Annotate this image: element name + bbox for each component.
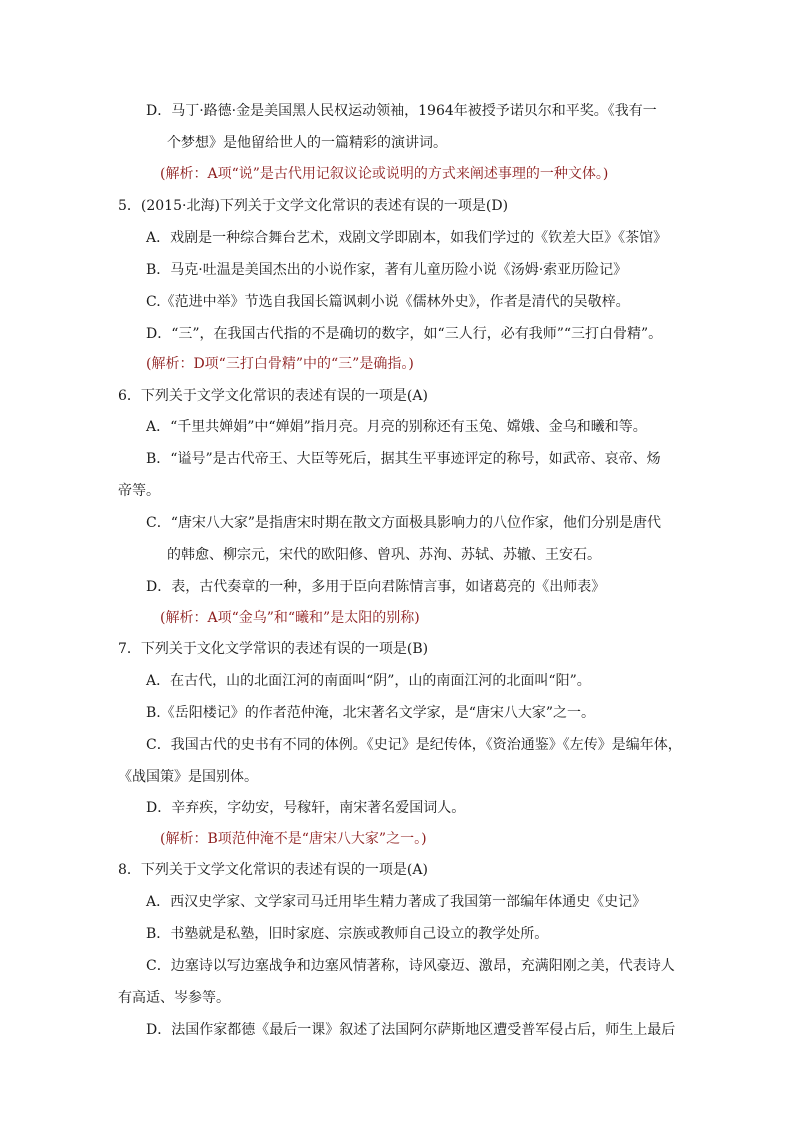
explanation-line: (解析：A项“说”是古代用记叙议论或说明的方式来阐述事理的一种文体。) bbox=[146, 166, 609, 182]
option-c: C．我国古代的史书有不同的体例。《史记》是纪传体，《资治通鉴》《左传》是编年体， bbox=[146, 737, 682, 753]
option-a: A．在古代，山的北面江河的南面叫“阴”，山的南面江河的北面叫“阳”。 bbox=[146, 673, 591, 689]
option-b: B．书塾就是私塾，旧时家庭、宗族或教师自己设立的教学处所。 bbox=[146, 926, 549, 942]
explanation-line: (解析：B项范仲淹不是“唐宋八大家”之一。) bbox=[146, 831, 427, 847]
option-d: D．“三”，在我国古代指的不是确切的数字，如“三人行，必有我师”“三打白骨精”。 bbox=[146, 326, 663, 342]
option-c: C.《范进中举》节选自我国长篇讽刺小说《儒林外史》，作者是清代的吴敬梓。 bbox=[146, 294, 630, 310]
option-b: B．马克·吐温是美国杰出的小说作家，著有儿童历险小说《汤姆·索亚历险记》 bbox=[146, 262, 628, 278]
option-b: B.《岳阳楼记》的作者范仲淹，北宋著名文学家，是“唐宋八大家”之一。 bbox=[146, 705, 596, 721]
text-line: D．马丁·路德·金是美国黑人民权运动领袖，1964年被授予诺贝尔和平奖。《我有一 bbox=[146, 103, 657, 119]
text-line: 有高适、岑参等。 bbox=[118, 990, 230, 1006]
explanation-line: (解析：D项“三打白骨精”中的“三”是确指。) bbox=[146, 356, 414, 372]
question-8-stem: 8．下列关于文学文化常识的表述有误的一项是(A) bbox=[118, 862, 428, 878]
option-d: D．法国作家都德《最后一课》叙述了法国阿尔萨斯地区遭受普军侵占后，师生上最后 bbox=[146, 1022, 676, 1038]
question-6-stem: 6．下列关于文学文化常识的表述有误的一项是(A) bbox=[118, 388, 428, 404]
option-a: A．戏剧是一种综合舞台艺术，戏剧文学即剧本，如我们学过的《钦差大臣》《茶馆》 bbox=[146, 230, 668, 246]
question-5-stem: 5．(2015·北海)下列关于文学文化常识的表述有误的一项是(D) bbox=[118, 198, 509, 214]
text-line: 帝等。 bbox=[118, 483, 160, 499]
option-a: A．“千里共婵娟”中“婵娟”指月亮。月亮的别称还有玉兔、嫦娥、金乌和曦和等。 bbox=[146, 419, 647, 435]
option-c: C．“唐宋八大家”是指唐宋时期在散文方面极具影响力的八位作家，他们分别是唐代 bbox=[146, 515, 662, 531]
option-d: D．表，古代奏章的一种，多用于臣向君陈情言事，如诸葛亮的《出师表》 bbox=[146, 579, 606, 595]
option-a: A．西汉史学家、文学家司马迁用毕生精力著成了我国第一部编年体通史《史记》 bbox=[146, 894, 647, 910]
text-line: 个梦想》是他留给世人的一篇精彩的演讲词。 bbox=[167, 135, 447, 151]
option-c: C．边塞诗以写边塞战争和边塞风情著称，诗风豪迈、激昂，充满阳刚之美，代表诗人 bbox=[146, 958, 675, 974]
text-line: 《战国策》是国别体。 bbox=[118, 769, 258, 785]
text-line: 的韩愈、柳宗元，宋代的欧阳修、曾巩、苏洵、苏轼、苏辙、王安石。 bbox=[167, 547, 601, 563]
question-7-stem: 7．下列关于文化文学常识的表述有误的一项是(B) bbox=[118, 641, 429, 657]
explanation-line: (解析：A项“金乌”和“曦和”是太阳的别称) bbox=[146, 610, 420, 626]
option-d: D．辛弃疾，字幼安，号稼轩，南宋著名爱国词人。 bbox=[146, 800, 466, 816]
option-b: B．“谥号”是古代帝王、大臣等死后，据其生平事迹评定的称号，如武帝、哀帝、炀 bbox=[146, 451, 661, 467]
